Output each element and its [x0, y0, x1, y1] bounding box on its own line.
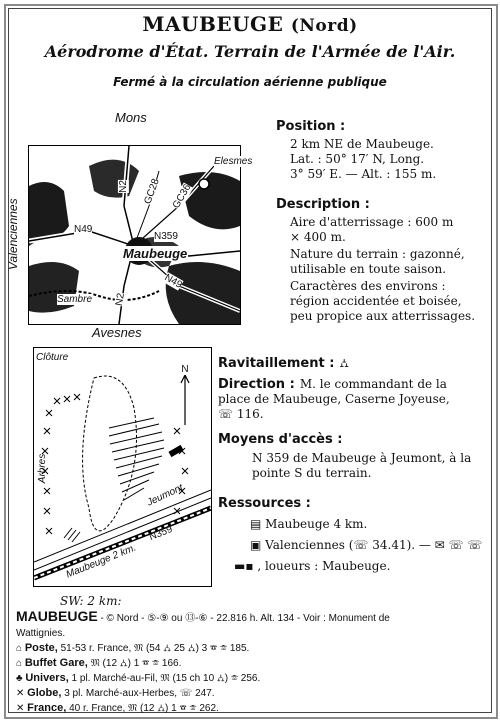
description-line: × 400 m.: [290, 230, 346, 244]
map-label-n49-south: N49: [162, 272, 184, 291]
fuel-icon: ⛼: [339, 356, 349, 370]
description-heading: Description :: [276, 197, 370, 212]
moyens-body: [252, 451, 471, 481]
page-title: [0, 12, 500, 36]
hotel-name: France,: [27, 702, 67, 714]
forest-patch: [166, 262, 240, 324]
title-town: MAUBEUGE: [142, 12, 284, 36]
description-line: Aire d'atterrissage : 600 m: [290, 215, 454, 229]
title-region: (Nord): [290, 16, 358, 36]
car-icon: ▬▪: [234, 559, 254, 573]
hotel-icon: ▤: [250, 517, 262, 531]
moyens-heading: Moyens d'accès :: [218, 432, 343, 447]
ressource-label: Maubeuge 4 km.: [265, 517, 368, 531]
hangar: [168, 445, 183, 457]
guide-entry: [16, 609, 486, 716]
field-outline: [83, 376, 137, 531]
page-subtitle: Aérodrome d'État. Terrain de l'Armée de l'Air.: [44, 42, 456, 61]
hotel-icon: ⌂: [16, 658, 23, 669]
field-label-n359: N359: [147, 523, 175, 544]
moyens-line: pointe S du terrain.: [252, 466, 372, 480]
direction-line: M. le commandant de la: [299, 377, 447, 391]
direction-line: place de Maubeuge, Caserne Joyeuse,: [218, 392, 450, 406]
ressource-item: [250, 538, 482, 553]
guide-hotel: [16, 671, 486, 686]
region-map: [28, 145, 253, 325]
hotel-icon: ♣: [16, 673, 23, 684]
moyens-line: N 359 de Maubeuge à Jeumont, à la: [252, 451, 472, 465]
map-label-n49-west: N49: [74, 224, 93, 235]
description-line: peu propice aux atterrissages.: [290, 309, 476, 323]
status-text: Fermé à la circulation aérienne publique: [113, 75, 387, 89]
position-line: 2 km NE de Maubeuge.: [290, 137, 434, 151]
guide-town-details: - © Nord - ⑤-⑨ ou ⑬-⑥ - 22.816 h. Alt. 134 - Voir : Monument de: [100, 613, 390, 624]
direction-line: ☏ 116.: [218, 407, 264, 421]
aerodrome-marker: [199, 179, 209, 189]
ressource-label: Valenciennes (☏ 34.41). — ✉ ☏ ☏: [265, 538, 483, 552]
position-heading: Position :: [276, 119, 346, 134]
guide-town-line2: Wattignies.: [16, 628, 66, 639]
hotel-icon: ⌂: [16, 643, 23, 654]
field-label-road: Maubeuge 2 km.: [64, 542, 138, 581]
north-arrow: [179, 364, 191, 429]
forest-patch: [29, 262, 79, 313]
direction-heading: Direction :: [218, 377, 295, 392]
road-n359: [34, 498, 211, 570]
hotel-name: Buffet Gare,: [24, 657, 88, 669]
field-label-cloture: Clôture: [36, 352, 69, 363]
hotel-icon: ✕: [16, 703, 25, 714]
position-body: [290, 137, 436, 182]
description-line: utilisable en toute saison.: [290, 262, 447, 276]
description-line: Nature du terrain : gazonné,: [290, 247, 465, 261]
description-line: Caractères des environs :: [290, 279, 446, 293]
map-label-north: Mons: [115, 110, 147, 125]
field-map-caption: SW: 2 km:: [60, 594, 122, 608]
position-line: Lat. : 50° 17′ N, Long.: [290, 152, 425, 166]
hotel-name: Univers,: [25, 672, 69, 684]
map-label-n2-south: N2: [113, 292, 127, 307]
map-label-n2-north: N2: [117, 180, 129, 193]
position-line: 3° 59′ E. — Alt. : 155 m.: [290, 167, 437, 181]
north-label: N: [181, 364, 189, 375]
map-label-n359: N359: [154, 231, 178, 242]
north-arrow-icon: [179, 375, 191, 425]
hotel-details: 𝔐 (12 ⛼) 1 ☎ ☏ 166.: [90, 658, 182, 669]
guide-hotel: [16, 656, 486, 671]
map-label-elesmes: Elesmes: [214, 156, 253, 167]
field-label-arbres: Arbres: [37, 453, 49, 484]
hotel-icon: ✕: [16, 688, 25, 699]
hotel-name: Globe,: [27, 687, 62, 699]
ressource-item: [234, 559, 482, 574]
guide-hotel: [16, 701, 486, 716]
map-label-gc36: GC36: [170, 182, 194, 211]
description-line: région accidentée et boisée,: [290, 294, 462, 308]
map-label-center: Maubeuge: [123, 246, 188, 261]
ravitaillement-heading: Ravitaillement :: [218, 356, 335, 371]
ressources-heading: Ressources :: [218, 496, 311, 511]
map-label-gc28: GC28: [142, 177, 162, 206]
hotel-details: 40 r. France, 𝔐 (12 ⛼) 1 ☎ ☏ 262.: [69, 703, 219, 714]
map-label-south: Avesnes: [92, 325, 142, 340]
direction-section: [218, 373, 490, 422]
ravitaillement-row: [218, 352, 349, 371]
hotel-details: 3 pl. Marché-aux-Herbes, ☏ 247.: [64, 688, 215, 699]
ground-hatching: [64, 528, 80, 542]
hotel-details: 1 pl. Marché-au-Fil, 𝔐 (15 ch 10 ⛼) ☏ 256.: [71, 673, 261, 684]
ressource-item: [250, 517, 482, 532]
description-body: [290, 215, 490, 324]
hotel-name: Poste,: [24, 642, 58, 654]
fence-crosses: [42, 394, 188, 534]
station-icon: ▣: [250, 538, 262, 552]
ressources-body: [234, 517, 483, 574]
field-map: [33, 347, 212, 587]
guide-hotel: [16, 686, 486, 701]
hotel-details: 51-53 r. France, 𝔐 (54 ⛼ 25 ⛼) 3 ☎ ☏ 185.: [60, 643, 250, 654]
ressource-label: , loueurs : Maubeuge.: [257, 559, 391, 573]
guide-hotel: [16, 641, 486, 656]
map-label-west: Valenciennes: [6, 198, 20, 270]
guide-town-line: [16, 609, 486, 626]
field-label-jeumont: Jeumont: [145, 482, 185, 509]
map-label-sambre: Sambre: [57, 294, 93, 305]
guide-town: MAUBEUGE: [16, 608, 98, 624]
